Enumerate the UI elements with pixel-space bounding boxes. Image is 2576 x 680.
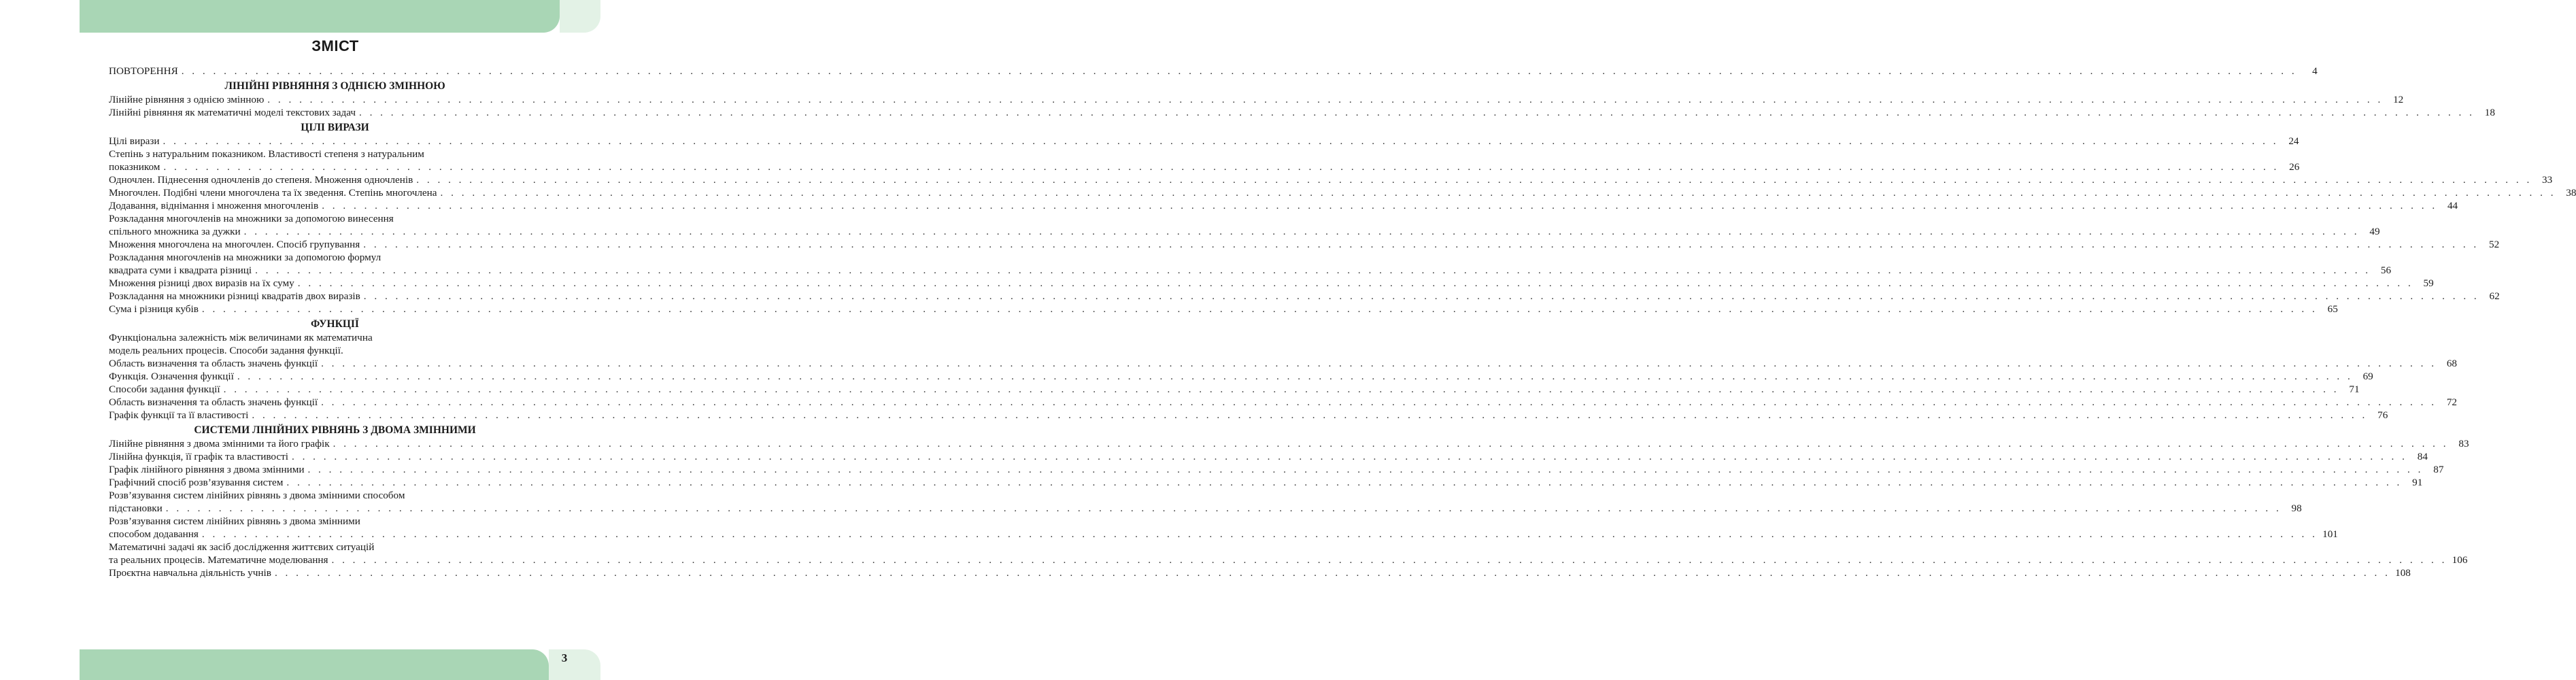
toc-entry-page-number: 68 [2446, 358, 2458, 369]
toc-entry[interactable] [109, 450, 2428, 463]
toc-entry[interactable] [109, 370, 2373, 383]
toc-entry[interactable] [109, 148, 2300, 173]
toc-entry-title-line: Математичні задачі як засіб дослідження життєвих ситуацій [109, 541, 375, 553]
toc-entry-title-line: Многочлен. Подібні члени многочлена та їх зведення. Степінь многочлена [109, 187, 437, 199]
dot-leader: . . . . . . . . . . . . . . . . . . . . . . . . . . . . . . . . . . . . . . . . . . . . . . . . . . . . . . . . . . . . . . . . . . . . . . . . . . . . . . . . . . . . . . . . . . . . . . . . . . . . . . . . . . . . . . . . . . . . . . . . . . . . . . . . . . . . . . . . . . . . . . . . . . . . . . . . . . . . . . . . . . . . . . . . . . . . . . . . . . . . . . . . . . . . . . . . . . . . . . . . [163, 135, 2279, 147]
toc-entry-title-line: Функціональна залежність між величинами як математична [109, 332, 373, 343]
dot-leader: . . . . . . . . . . . . . . . . . . . . . . . . . . . . . . . . . . . . . . . . . . . . . . . . . . . . . . . . . . . . . . . . . . . . . . . . . . . . . . . . . . . . . . . . . . . . . . . . . . . . . . . . . . . . . . . . . . . . . . . . . . . . . . . . . . . . . . . . . . . . . . . . . . . . . . . . . . . . . . . . . . . . . . . . . . . . . . . . . . . . . . . . . . . . . . . . . . . . . . . . [363, 239, 2479, 250]
toc-entry-title-line: підстановки [109, 503, 163, 514]
toc-entry[interactable] [109, 476, 2423, 489]
toc-entry-page-number: 71 [2349, 384, 2360, 395]
toc-entry-page-number: 65 [2327, 303, 2338, 315]
section-heading: ЦІЛІ ВИРАЗИ [301, 122, 369, 133]
dot-leader: . . . . . . . . . . . . . . . . . . . . . . . . . . . . . . . . . . . . . . . . . . . . . . . . . . . . . . . . . . . . . . . . . . . . . . . . . . . . . . . . . . . . . . . . . . . . . . . . . . . . . . . . . . . . . . . . . . . . . . . . . . . . . . . . . . . . . . . . . . . . . . . . . . . . . . . . . . . . . . . . . . . . . . . . . . . . . . . . . . . . . . . . . . . . . . . . . . . . . . . . [201, 528, 2318, 540]
dot-leader: . . . . . . . . . . . . . . . . . . . . . . . . . . . . . . . . . . . . . . . . . . . . . . . . . . . . . . . . . . . . . . . . . . . . . . . . . . . . . . . . . . . . . . . . . . . . . . . . . . . . . . . . . . . . . . . . . . . . . . . . . . . . . . . . . . . . . . . . . . . . . . . . . . . . . . . . . . . . . . . . . . . . . . . . . . . . . . . . . . . . . . . . . . . . . . . . . . . . . . . . [252, 409, 2368, 421]
toc-entry[interactable] [109, 199, 2458, 212]
toc-entry-title-line: Додавання, віднімання і множення многочленів [109, 200, 319, 211]
dot-leader: . . . . . . . . . . . . . . . . . . . . . . . . . . . . . . . . . . . . . . . . . . . . . . . . . . . . . . . . . . . . . . . . . . . . . . . . . . . . . . . . . . . . . . . . . . . . . . . . . . . . . . . . . . . . . . . . . . . . . . . . . . . . . . . . . . . . . . . . . . . . . . . . . . . . . . . . . . . . . . . . . . . . . . . . . . . . . . . . . . . . . . . . . . . . . . . . . . . . . . . . [201, 303, 2318, 315]
toc-entry-page-number: 33 [2542, 174, 2553, 186]
toc-entry-page-number: 52 [2489, 239, 2500, 250]
dot-leader: . . . . . . . . . . . . . . . . . . . . . . . . . . . . . . . . . . . . . . . . . . . . . . . . . . . . . . . . . . . . . . . . . . . . . . . . . . . . . . . . . . . . . . . . . . . . . . . . . . . . . . . . . . . . . . . . . . . . . . . . . . . . . . . . . . . . . . . . . . . . . . . . . . . . . . . . . . . . . . . . . . . . . . . . . . . . . . . . . . . . . . . . . . . . . . . . . . . . . . . . [297, 277, 2413, 289]
toc-entry[interactable] [109, 303, 2338, 316]
toc-entry-title-line: Одночлен. Піднесення одночленів до степеня. Множення одночленів [109, 174, 413, 186]
toc-entry-title-line: Графік лінійного рівняння з двома змінними [109, 464, 305, 475]
dot-leader: . . . . . . . . . . . . . . . . . . . . . . . . . . . . . . . . . . . . . . . . . . . . . . . . . . . . . . . . . . . . . . . . . . . . . . . . . . . . . . . . . . . . . . . . . . . . . . . . . . . . . . . . . . . . . . . . . . . . . . . . . . . . . . . . . . . . . . . . . . . . . . . . . . . . . . . . . . . . . . . . . . . . . . . . . . . . . . . . . . . . . . . . . . . . . . . . . . . . . . . . [321, 396, 2437, 408]
toc-entry[interactable] [109, 173, 2553, 186]
toc-entry-title-line: Лінійне рівняння з однією змінною [109, 94, 265, 105]
toc-entry-page-number: 84 [2417, 451, 2428, 462]
toc-entry[interactable] [109, 383, 2360, 396]
toc-entry[interactable] [109, 186, 2576, 199]
section-heading: ФУНКЦІЇ [311, 318, 359, 330]
toc-entry[interactable] [109, 437, 2469, 450]
toc-entry-title-line: модель реальних процесів. Способи задання функції. [109, 345, 343, 356]
dot-leader: . . . . . . . . . . . . . . . . . . . . . . . . . . . . . . . . . . . . . . . . . . . . . . . . . . . . . . . . . . . . . . . . . . . . . . . . . . . . . . . . . . . . . . . . . . . . . . . . . . . . . . . . . . . . . . . . . . . . . . . . . . . . . . . . . . . . . . . . . . . . . . . . . . . . . . . . . . . . . . . . . . . . . . . . . . . . . . . . . . . . . . . . . . . . . . . . . . . . . . . . [440, 187, 2556, 199]
page-title: ЗМІСТ [311, 37, 359, 54]
toc-entry[interactable] [109, 277, 2434, 290]
toc-entry-page-number: 76 [2377, 409, 2388, 421]
toc-entry[interactable] [109, 65, 2318, 78]
toc-entry-title-line: Функція. Означення функції [109, 371, 234, 382]
toc-entry[interactable] [109, 106, 2495, 119]
toc-entry-page-number: 62 [2489, 290, 2500, 302]
dot-leader: . . . . . . . . . . . . . . . . . . . . . . . . . . . . . . . . . . . . . . . . . . . . . . . . . . . . . . . . . . . . . . . . . . . . . . . . . . . . . . . . . . . . . . . . . . . . . . . . . . . . . . . . . . . . . . . . . . . . . . . . . . . . . . . . . . . . . . . . . . . . . . . . . . . . . . . . . . . . . . . . . . . . . . . . . . . . . . . . . . . . . . . . . . . . . . . . . . . . . . . . [321, 358, 2437, 369]
dot-leader: . . . . . . . . . . . . . . . . . . . . . . . . . . . . . . . . . . . . . . . . . . . . . . . . . . . . . . . . . . . . . . . . . . . . . . . . . . . . . . . . . . . . . . . . . . . . . . . . . . . . . . . . . . . . . . . . . . . . . . . . . . . . . . . . . . . . . . . . . . . . . . . . . . . . . . . . . . . . . . . . . . . . . . . . . . . . . . . . . . . . . . . . . . . . . . . . . . . . . . . . [333, 438, 2449, 449]
toc-entry[interactable] [109, 463, 2444, 476]
toc-entry-page-number: 98 [2291, 503, 2302, 514]
section-heading: СИСТЕМИ ЛІНІЙНИХ РІВНЯНЬ З ДВОМА ЗМІННИМИ [194, 424, 476, 436]
header-decorative-band [80, 0, 560, 33]
toc-entry[interactable] [109, 212, 2380, 238]
toc-entry-page-number: 72 [2446, 396, 2458, 408]
toc-entry-title-line: Способи задання функції [109, 384, 220, 395]
dot-leader: . . . . . . . . . . . . . . . . . . . . . . . . . . . . . . . . . . . . . . . . . . . . . . . . . . . . . . . . . . . . . . . . . . . . . . . . . . . . . . . . . . . . . . . . . . . . . . . . . . . . . . . . . . . . . . . . . . . . . . . . . . . . . . . . . . . . . . . . . . . . . . . . . . . . . . . . . . . . . . . . . . . . . . . . . . . . . . . . . . . . . . . . . . . . . . . . . . . . . . . . [363, 290, 2479, 302]
dot-leader: . . . . . . . . . . . . . . . . . . . . . . . . . . . . . . . . . . . . . . . . . . . . . . . . . . . . . . . . . . . . . . . . . . . . . . . . . . . . . . . . . . . . . . . . . . . . . . . . . . . . . . . . . . . . . . . . . . . . . . . . . . . . . . . . . . . . . . . . . . . . . . . . . . . . . . . . . . . . . . . . . . . . . . . . . . . . . . . . . . . . . . . . . . . . . . . . . . . . . . . . [307, 464, 2424, 475]
table-of-contents [109, 65, 2576, 579]
toc-entry-page-number: 24 [2288, 135, 2299, 147]
dot-leader: . . . . . . . . . . . . . . . . . . . . . . . . . . . . . . . . . . . . . . . . . . . . . . . . . . . . . . . . . . . . . . . . . . . . . . . . . . . . . . . . . . . . . . . . . . . . . . . . . . . . . . . . . . . . . . . . . . . . . . . . . . . . . . . . . . . . . . . . . . . . . . . . . . . . . . . . . . . . . . . . . . . . . . . . . . . . . . . . . . . . . . . . . . . . . . . . . . . . . . . . [291, 451, 2407, 462]
toc-entry[interactable] [109, 331, 2458, 370]
toc-entry-title-line: Сума і різниця кубів [109, 303, 199, 315]
toc-entry-title-line: Множення многочлена на многочлен. Спосіб групування [109, 239, 360, 250]
toc-entry[interactable] [109, 93, 2404, 106]
toc-entry-title-line: Розкладання на множники різниці квадратів двох виразів [109, 290, 360, 302]
toc-entry-title-line: Графік функції та її властивості [109, 409, 249, 421]
toc-entry-title-line: Лінійне рівняння з двома змінними та його графік [109, 438, 330, 449]
toc-entry-page-number: 59 [2423, 277, 2434, 289]
toc-entry[interactable] [109, 135, 2299, 148]
dot-leader: . . . . . . . . . . . . . . . . . . . . . . . . . . . . . . . . . . . . . . . . . . . . . . . . . . . . . . . . . . . . . . . . . . . . . . . . . . . . . . . . . . . . . . . . . . . . . . . . . . . . . . . . . . . . . . . . . . . . . . . . . . . . . . . . . . . . . . . . . . . . . . . . . . . . . . . . . . . . . . . . . . . . . . . . . . . . . . . . . . . . . . . . . . . . . . . . . . . . . . . . [255, 265, 2371, 276]
toc-entry-page-number: 108 [2395, 567, 2411, 579]
toc-entry-title-line: Розкладання многочленів на множники за допомогою формул [109, 252, 382, 263]
toc-entry-page-number: 69 [2362, 371, 2373, 382]
dot-leader: . . . . . . . . . . . . . . . . . . . . . . . . . . . . . . . . . . . . . . . . . . . . . . . . . . . . . . . . . . . . . . . . . . . . . . . . . . . . . . . . . . . . . . . . . . . . . . . . . . . . . . . . . . . . . . . . . . . . . . . . . . . . . . . . . . . . . . . . . . . . . . . . . . . . . . . . . . . . . . . . . . . . . . . . . . . . . . . . . . . . . . . . . . . . . . . . . . . . . . . . [322, 200, 2438, 211]
toc-entry-title-line: Лінійна функція, її графік та властивості [109, 451, 288, 462]
header-decorative-band-tail [560, 0, 600, 33]
toc-entry[interactable] [109, 251, 2392, 277]
dot-leader: . . . . . . . . . . . . . . . . . . . . . . . . . . . . . . . . . . . . . . . . . . . . . . . . . . . . . . . . . . . . . . . . . . . . . . . . . . . . . . . . . . . . . . . . . . . . . . . . . . . . . . . . . . . . . . . . . . . . . . . . . . . . . . . . . . . . . . . . . . . . . . . . . . . . . . . . . . . . . . . . . . . . . . . . . . . . . . . . . . . . . . . . . . . . . . . . . . . . . . . . [267, 94, 2384, 105]
toc-entry-title-line: Лінійні рівняння як математичні моделі текстових задач [109, 107, 356, 118]
toc-entry-title-line: ПОВТОРЕННЯ [109, 65, 178, 77]
toc-entry-page-number: 83 [2458, 438, 2469, 449]
toc-entry-page-number: 56 [2380, 265, 2392, 276]
toc-entry[interactable] [109, 396, 2458, 409]
dot-leader: . . . . . . . . . . . . . . . . . . . . . . . . . . . . . . . . . . . . . . . . . . . . . . . . . . . . . . . . . . . . . . . . . . . . . . . . . . . . . . . . . . . . . . . . . . . . . . . . . . . . . . . . . . . . . . . . . . . . . . . . . . . . . . . . . . . . . . . . . . . . . . . . . . . . . . . . . . . . . . . . . . . . . . . . . . . . . . . . . . . . . . . . . . . . . . . . . . . . . . . . [223, 384, 2339, 395]
toc-entry-title-line: Область визначення та область значень функції [109, 358, 318, 369]
footer-decorative-band [80, 649, 549, 680]
toc-entry[interactable] [109, 515, 2338, 541]
toc-entry-page-number: 44 [2447, 200, 2458, 211]
toc-entry[interactable] [109, 290, 2500, 303]
toc-entry-title-line: показником [109, 161, 160, 173]
page-number: 3 [561, 651, 568, 664]
dot-leader: . . . . . . . . . . . . . . . . . . . . . . . . . . . . . . . . . . . . . . . . . . . . . . . . . . . . . . . . . . . . . . . . . . . . . . . . . . . . . . . . . . . . . . . . . . . . . . . . . . . . . . . . . . . . . . . . . . . . . . . . . . . . . . . . . . . . . . . . . . . . . . . . . . . . . . . . . . . . . . . . . . . . . . . . . . . . . . . . . . . . . . . . . . . . . . . . . . . . . . . . [163, 161, 2280, 173]
dot-leader: . . . . . . . . . . . . . . . . . . . . . . . . . . . . . . . . . . . . . . . . . . . . . . . . . . . . . . . . . . . . . . . . . . . . . . . . . . . . . . . . . . . . . . . . . . . . . . . . . . . . . . . . . . . . . . . . . . . . . . . . . . . . . . . . . . . . . . . . . . . . . . . . . . . . . . . . . . . . . . . . . . . . . . . . . . . . . . . . . . . . . . . . . . . . . . . . . . . . . . . . [331, 554, 2447, 566]
dot-leader: . . . . . . . . . . . . . . . . . . . . . . . . . . . . . . . . . . . . . . . . . . . . . . . . . . . . . . . . . . . . . . . . . . . . . . . . . . . . . . . . . . . . . . . . . . . . . . . . . . . . . . . . . . . . . . . . . . . . . . . . . . . . . . . . . . . . . . . . . . . . . . . . . . . . . . . . . . . . . . . . . . . . . . . . . . . . . . . . . . . . . . . . . . . . . . . . . . . . . . . . [165, 503, 2282, 514]
dot-leader: . . . . . . . . . . . . . . . . . . . . . . . . . . . . . . . . . . . . . . . . . . . . . . . . . . . . . . . . . . . . . . . . . . . . . . . . . . . . . . . . . . . . . . . . . . . . . . . . . . . . . . . . . . . . . . . . . . . . . . . . . . . . . . . . . . . . . . . . . . . . . . . . . . . . . . . . . . . . . . . . . . . . . . . . . . . . . . . . . . . . . . . . . . . . . . . . . . . . . . . . [181, 65, 2297, 77]
toc-entry-page-number: 106 [2452, 554, 2468, 566]
toc-entry-title-line: спільного множника за дужки [109, 226, 241, 237]
toc-entry-title-line: способом додавання [109, 528, 199, 540]
toc-entry-page-number: 49 [2369, 226, 2380, 237]
toc-entry-page-number: 38 [2566, 187, 2576, 199]
toc-entry-page-number: 26 [2289, 161, 2300, 173]
toc-entry-title-line: Множення різниці двох виразів на їх суму [109, 277, 294, 289]
toc-entry-page-number: 4 [2312, 65, 2318, 77]
toc-entry-title-line: Розв’язування систем лінійних рівнянь з двома змінними [109, 515, 360, 527]
toc-entry[interactable] [109, 409, 2388, 422]
dot-leader: . . . . . . . . . . . . . . . . . . . . . . . . . . . . . . . . . . . . . . . . . . . . . . . . . . . . . . . . . . . . . . . . . . . . . . . . . . . . . . . . . . . . . . . . . . . . . . . . . . . . . . . . . . . . . . . . . . . . . . . . . . . . . . . . . . . . . . . . . . . . . . . . . . . . . . . . . . . . . . . . . . . . . . . . . . . . . . . . . . . . . . . . . . . . . . . . . . . . . . . . [358, 107, 2475, 118]
dot-leader: . . . . . . . . . . . . . . . . . . . . . . . . . . . . . . . . . . . . . . . . . . . . . . . . . . . . . . . . . . . . . . . . . . . . . . . . . . . . . . . . . . . . . . . . . . . . . . . . . . . . . . . . . . . . . . . . . . . . . . . . . . . . . . . . . . . . . . . . . . . . . . . . . . . . . . . . . . . . . . . . . . . . . . . . . . . . . . . . . . . . . . . . . . . . . . . . . . . . . . . . [243, 226, 2360, 237]
toc-entry-title-line: Графічний спосіб розв’язування систем [109, 477, 284, 488]
toc-entry[interactable] [109, 489, 2302, 515]
dot-leader: . . . . . . . . . . . . . . . . . . . . . . . . . . . . . . . . . . . . . . . . . . . . . . . . . . . . . . . . . . . . . . . . . . . . . . . . . . . . . . . . . . . . . . . . . . . . . . . . . . . . . . . . . . . . . . . . . . . . . . . . . . . . . . . . . . . . . . . . . . . . . . . . . . . . . . . . . . . . . . . . . . . . . . . . . . . . . . . . . . . . . . . . . . . . . . . . . . . . . . . . [286, 477, 2403, 488]
toc-entry[interactable] [109, 541, 2468, 566]
toc-entry-page-number: 12 [2393, 94, 2404, 105]
toc-entry-page-number: 91 [2412, 477, 2423, 488]
toc-entry-title-line: Розкладання многочленів на множники за допомогою винесення [109, 213, 394, 224]
toc-entry-title-line: Область визначення та область значень функції [109, 396, 318, 408]
toc-entry-title-line: квадрата суми і квадрата різниці [109, 265, 252, 276]
dot-leader: . . . . . . . . . . . . . . . . . . . . . . . . . . . . . . . . . . . . . . . . . . . . . . . . . . . . . . . . . . . . . . . . . . . . . . . . . . . . . . . . . . . . . . . . . . . . . . . . . . . . . . . . . . . . . . . . . . . . . . . . . . . . . . . . . . . . . . . . . . . . . . . . . . . . . . . . . . . . . . . . . . . . . . . . . . . . . . . . . . . . . . . . . . . . . . . . . . . . . . . . [237, 371, 2353, 382]
toc-entry-page-number: 18 [2484, 107, 2495, 118]
toc-entry[interactable] [109, 566, 2411, 579]
toc-entry-page-number: 101 [2322, 528, 2338, 540]
dot-leader: . . . . . . . . . . . . . . . . . . . . . . . . . . . . . . . . . . . . . . . . . . . . . . . . . . . . . . . . . . . . . . . . . . . . . . . . . . . . . . . . . . . . . . . . . . . . . . . . . . . . . . . . . . . . . . . . . . . . . . . . . . . . . . . . . . . . . . . . . . . . . . . . . . . . . . . . . . . . . . . . . . . . . . . . . . . . . . . . . . . . . . . . . . . . . . . . . . . . . . . . [274, 567, 2390, 579]
toc-entry[interactable] [109, 238, 2500, 251]
toc-entry-page-number: 87 [2433, 464, 2444, 475]
section-heading: ЛІНІЙНІ РІВНЯННЯ З ОДНІЄЮ ЗМІННОЮ [224, 80, 445, 92]
dot-leader: . . . . . . . . . . . . . . . . . . . . . . . . . . . . . . . . . . . . . . . . . . . . . . . . . . . . . . . . . . . . . . . . . . . . . . . . . . . . . . . . . . . . . . . . . . . . . . . . . . . . . . . . . . . . . . . . . . . . . . . . . . . . . . . . . . . . . . . . . . . . . . . . . . . . . . . . . . . . . . . . . . . . . . . . . . . . . . . . . . . . . . . . . . . . . . . . . . . . . . . . [416, 174, 2532, 186]
toc-entry-title-line: Проєктна навчальна діяльність учнів [109, 567, 271, 579]
toc-entry-title-line: Цілі вирази [109, 135, 160, 147]
toc-entry-title-line: Розв’язування систем лінійних рівнянь з двома змінними способом [109, 490, 405, 501]
toc-entry-title-line: Степінь з натуральним показником. Властивості степеня з натуральним [109, 148, 424, 160]
toc-entry-title-line: та реальних процесів. Математичне моделювання [109, 554, 328, 566]
